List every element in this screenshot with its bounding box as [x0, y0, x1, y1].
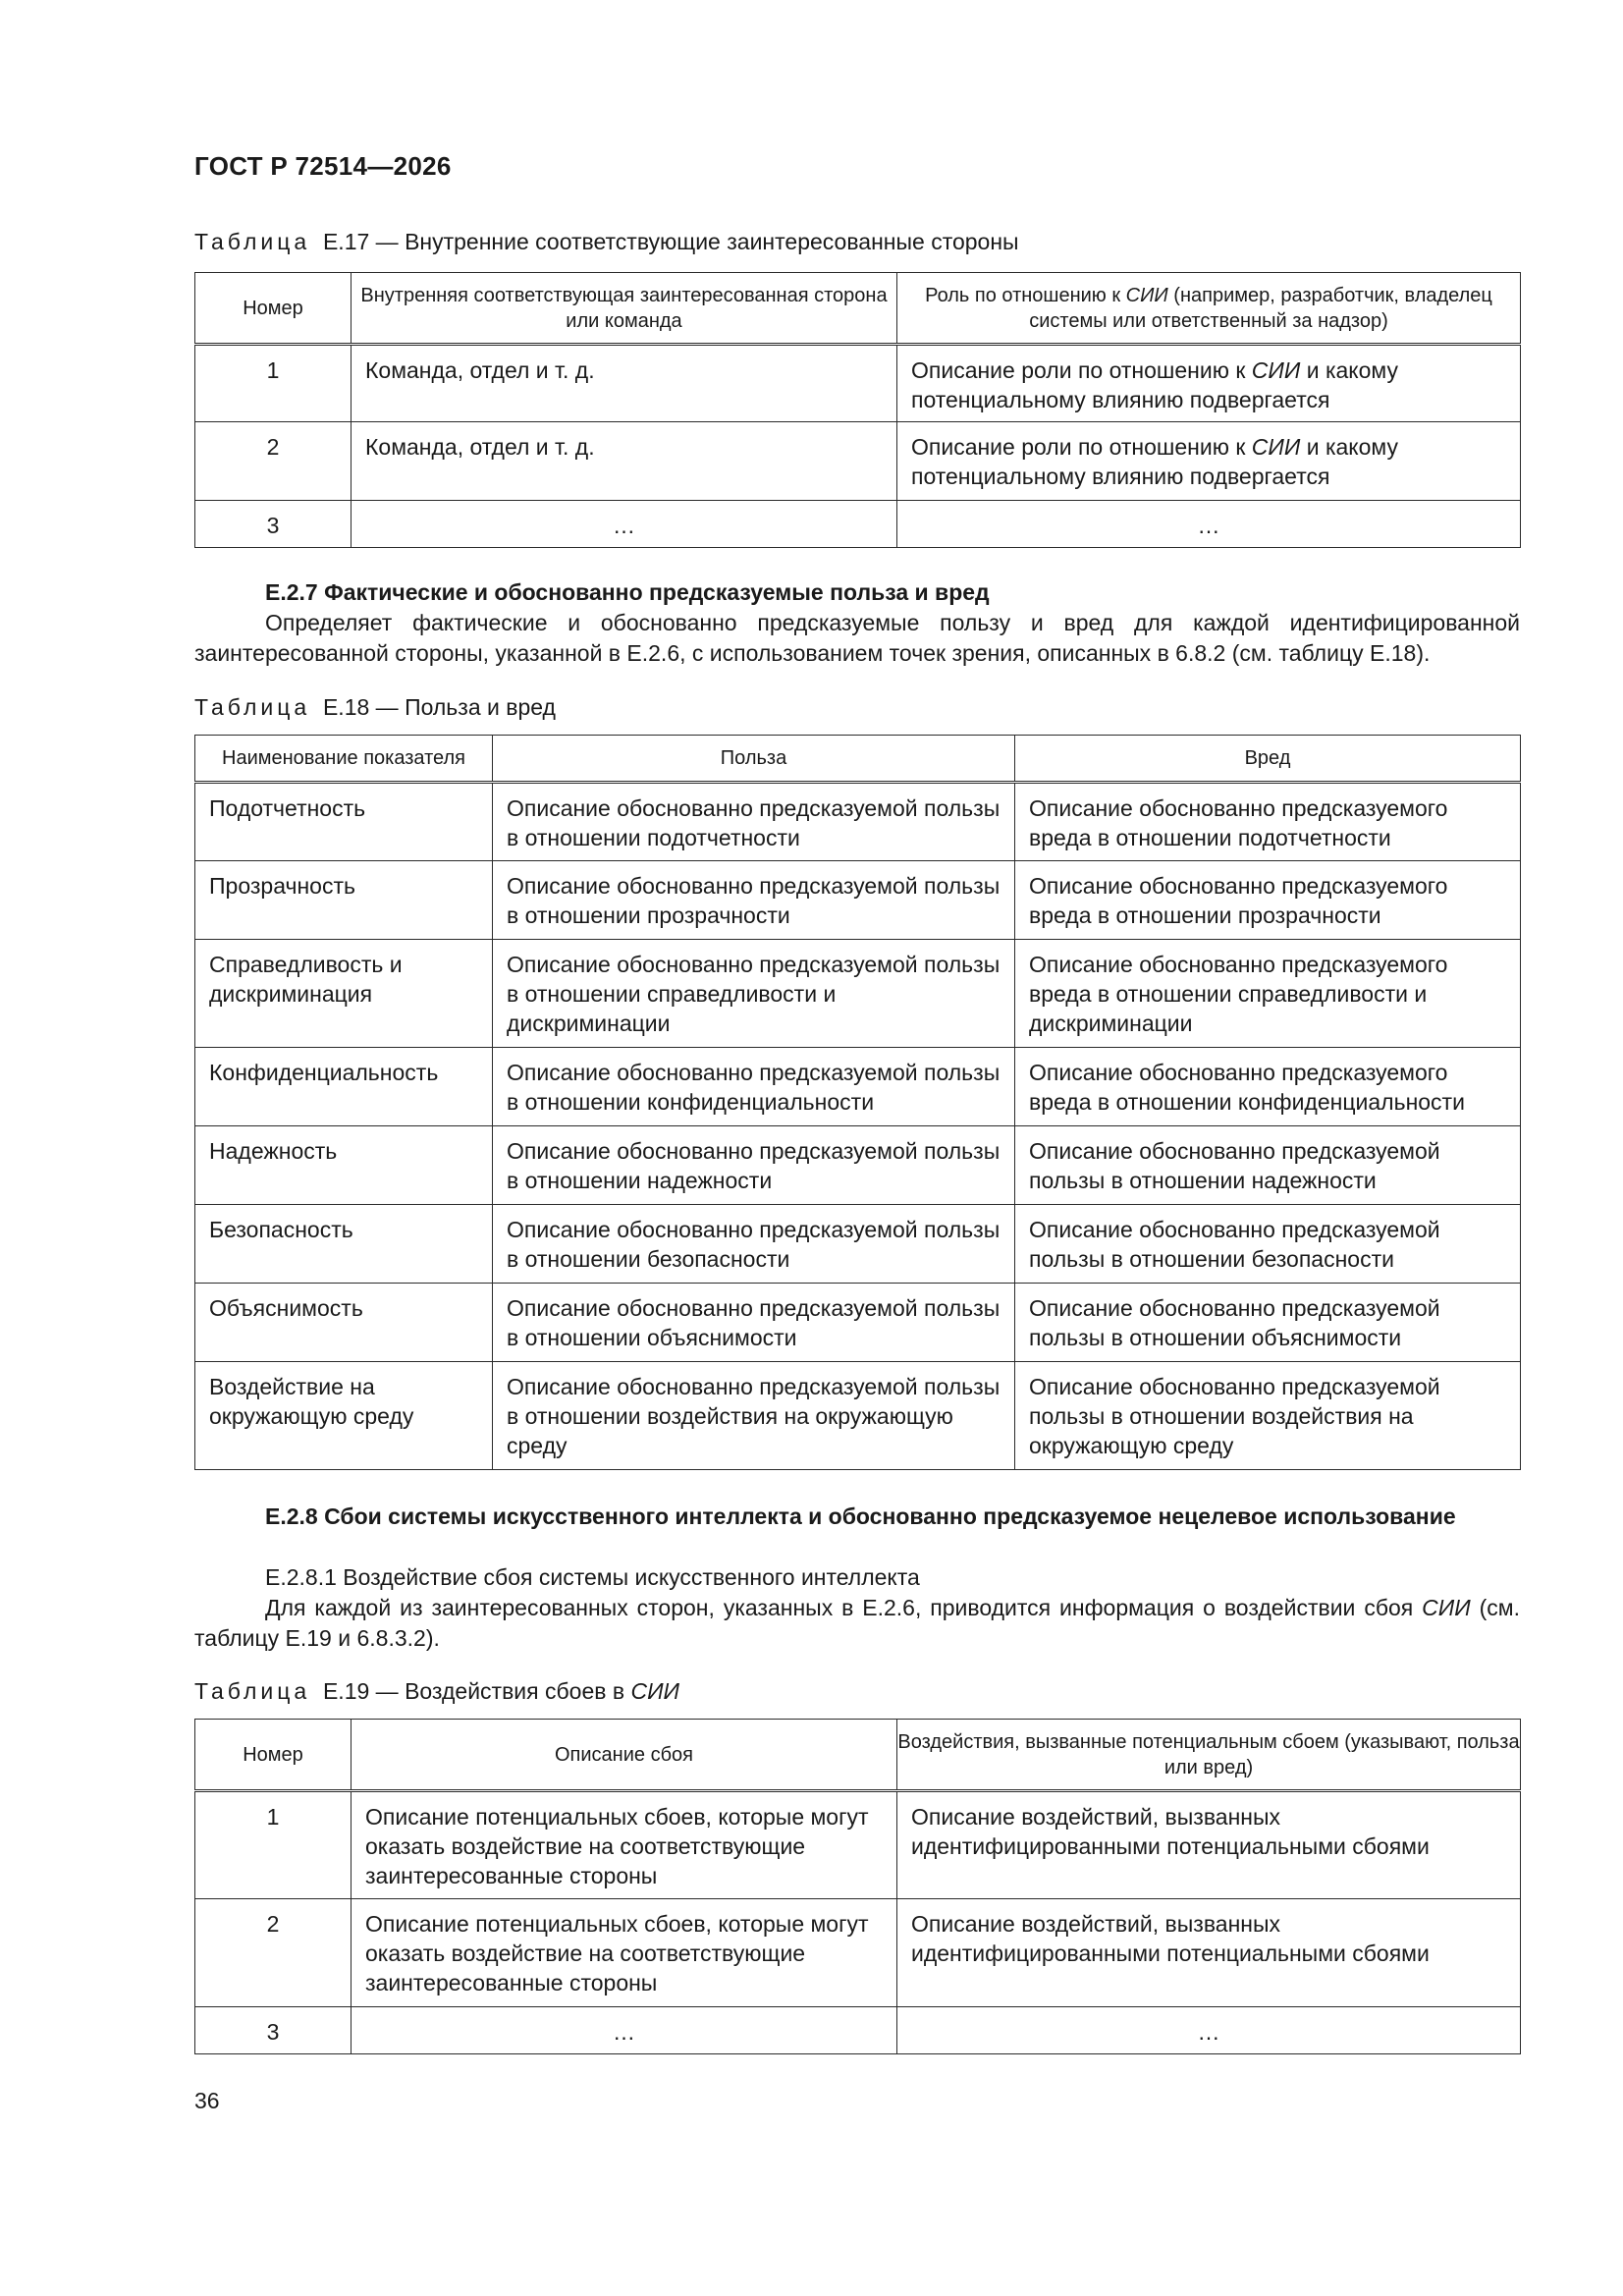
table-cell-indicator: Объяснимость	[195, 1284, 493, 1362]
table-cell-harm: Описание обоснованно предсказуемого вреда в отношении прозрачности	[1015, 861, 1521, 940]
table-e17-caption-prefix: Таблица	[194, 229, 311, 254]
table-row	[195, 1205, 1521, 1284]
abbr-sii: СИИ	[1125, 284, 1168, 306]
table-cell-benefit: Описание обоснованно предсказуемой пользы в отношении надежности	[493, 1126, 1015, 1205]
table-cell-role: Описание роли по отношению к СИИ и какому потенциальному влиянию подвергается	[897, 422, 1521, 501]
table-cell-harm: Описание обоснованно предсказуемой пользы в отношении воздействия на окружающую среду	[1015, 1362, 1521, 1470]
table-e18-caption	[194, 694, 556, 721]
table-row	[195, 1899, 1521, 2007]
table-e18-header-row	[195, 736, 1521, 783]
table-cell-harm: Описание обоснованно предсказуемой пользы в отношении безопасности	[1015, 1205, 1521, 1284]
table-row	[195, 345, 1521, 422]
table-cell-number: 2	[195, 1899, 352, 2007]
table-row	[195, 501, 1521, 548]
table-cell-team: …	[352, 501, 897, 548]
table-cell-benefit: Описание обоснованно предсказуемой пользы в отношении безопасности	[493, 1205, 1015, 1284]
table-row	[195, 1284, 1521, 1362]
table-cell-indicator: Подотчетность	[195, 783, 493, 861]
abbr-sii: СИИ	[1422, 1595, 1471, 1620]
table-row	[195, 861, 1521, 940]
table-row	[195, 1791, 1521, 1899]
table-cell-benefit: Описание обоснованно предсказуемой пользы в отношении подотчетности	[493, 783, 1015, 861]
table-e19-col-number: Номер	[195, 1720, 352, 1791]
table-e19-caption-prefix: Таблица	[194, 1678, 311, 1704]
table-cell-number: 1	[195, 345, 352, 422]
table-cell-failure: …	[352, 2007, 897, 2054]
table-cell-benefit: Описание обоснованно предсказуемой пользы в отношении прозрачности	[493, 861, 1015, 940]
table-cell-harm: Описание обоснованно предсказуемой пользы в отношении надежности	[1015, 1126, 1521, 1205]
document-id-header: ГОСТ Р 72514—2026	[194, 151, 452, 181]
table-cell-indicator: Безопасность	[195, 1205, 493, 1284]
table-cell-team: Команда, отдел и т. д.	[352, 345, 897, 422]
section-e27-title: Е.2.7 Фактические и обоснованно предсказуемые польза и вред	[265, 579, 990, 605]
table-row	[195, 940, 1521, 1048]
table-row	[195, 1362, 1521, 1470]
table-cell-team: Команда, отдел и т. д.	[352, 422, 897, 501]
table-e17-header-row	[195, 273, 1521, 345]
table-cell-indicator: Конфиденциальность	[195, 1048, 493, 1126]
table-e17-col-stakeholder: Внутренняя соответствующая заинтересованная сторона или команда	[352, 273, 897, 345]
table-e17	[194, 272, 1521, 548]
table-e18-caption-text: Е.18 — Польза и вред	[322, 694, 556, 720]
table-e18-col-indicator: Наименование показателя	[195, 736, 493, 783]
table-cell-number: 2	[195, 422, 352, 501]
table-cell-benefit: Описание обоснованно предсказуемой пользы в отношении воздействия на окружающую среду	[493, 1362, 1015, 1470]
table-e18-col-benefit: Польза	[493, 736, 1015, 783]
table-e17-col-role: Роль по отношению к СИИ (например, разработчик, владелец системы или ответственный за надзор)	[897, 273, 1521, 345]
section-e281-subtitle: Е.2.8.1 Воздействие сбоя системы искусственного интеллекта	[265, 1564, 920, 1590]
table-cell-impact: …	[897, 2007, 1521, 2054]
table-cell-harm: Описание обоснованно предсказуемой пользы в отношении объяснимости	[1015, 1284, 1521, 1362]
section-e281-paragraph: Для каждой из заинтересованных сторон, указанных в Е.2.6, приводится информация о воздействии сбоя СИИ (см. таблицу Е.19 и 6.8.3.2).	[194, 1595, 1520, 1651]
table-cell-failure: Описание потенциальных сбоев, которые могут оказать воздействие на соответствующие заинтересованные стороны	[352, 1791, 897, 1899]
table-cell-indicator: Воздействие на окружающую среду	[195, 1362, 493, 1470]
section-e27-paragraph: Определяет фактические и обоснованно предсказуемые пользу и вред для каждой идентифицированной заинтересованной стороны, указанной в Е.2.6, с использованием точек зрения, описанных в 6.8.2 (см. таблицу Е.18).	[194, 610, 1520, 666]
page-number: 36	[194, 2088, 220, 2113]
table-e19	[194, 1719, 1521, 2054]
abbr-sii: СИИ	[630, 1678, 679, 1704]
table-e19-caption-text: Е.19 — Воздействия сбоев в	[322, 1678, 631, 1704]
table-row	[195, 1048, 1521, 1126]
table-cell-number: 3	[195, 501, 352, 548]
table-row	[195, 2007, 1521, 2054]
table-cell-benefit: Описание обоснованно предсказуемой пользы в отношении объяснимости	[493, 1284, 1015, 1362]
table-row	[195, 783, 1521, 861]
table-e19-header-row	[195, 1720, 1521, 1791]
table-cell-failure: Описание потенциальных сбоев, которые могут оказать воздействие на соответствующие заинтересованные стороны	[352, 1899, 897, 2007]
table-row	[195, 422, 1521, 501]
table-cell-number: 3	[195, 2007, 352, 2054]
table-e17-col-number: Номер	[195, 273, 352, 345]
table-cell-role: …	[897, 501, 1521, 548]
table-cell-indicator: Справедливость и дискриминация	[195, 940, 493, 1048]
table-row	[195, 1126, 1521, 1205]
section-e28-title: Е.2.8 Сбои системы искусственного интеллекта и обоснованно предсказуемое нецелевое использование	[265, 1503, 1456, 1529]
table-cell-number: 1	[195, 1791, 352, 1899]
table-cell-benefit: Описание обоснованно предсказуемой пользы в отношении справедливости и дискриминации	[493, 940, 1015, 1048]
table-cell-benefit: Описание обоснованно предсказуемой пользы в отношении конфиденциальности	[493, 1048, 1015, 1126]
table-e19-caption	[194, 1678, 679, 1705]
table-e17-caption	[194, 229, 1019, 255]
table-e18-caption-prefix: Таблица	[194, 694, 311, 720]
table-cell-harm: Описание обоснованно предсказуемого вреда в отношении подотчетности	[1015, 783, 1521, 861]
table-e19-col-impact: Воздействия, вызванные потенциальным сбоем (указывают, польза или вред)	[897, 1720, 1521, 1791]
table-cell-harm: Описание обоснованно предсказуемого вреда в отношении справедливости и дискриминации	[1015, 940, 1521, 1048]
table-cell-indicator: Надежность	[195, 1126, 493, 1205]
table-cell-role: Описание роли по отношению к СИИ и какому потенциальному влиянию подвергается	[897, 345, 1521, 422]
table-cell-harm: Описание обоснованно предсказуемого вреда в отношении конфиденциальности	[1015, 1048, 1521, 1126]
table-e18-col-harm: Вред	[1015, 736, 1521, 783]
table-e17-caption-text: Е.17 — Внутренние соответствующие заинтересованные стороны	[322, 229, 1019, 254]
table-cell-impact: Описание воздействий, вызванных идентифицированными потенциальными сбоями	[897, 1791, 1521, 1899]
table-e19-col-failure: Описание сбоя	[352, 1720, 897, 1791]
table-e18	[194, 735, 1521, 1470]
table-cell-impact: Описание воздействий, вызванных идентифицированными потенциальными сбоями	[897, 1899, 1521, 2007]
table-cell-indicator: Прозрачность	[195, 861, 493, 940]
